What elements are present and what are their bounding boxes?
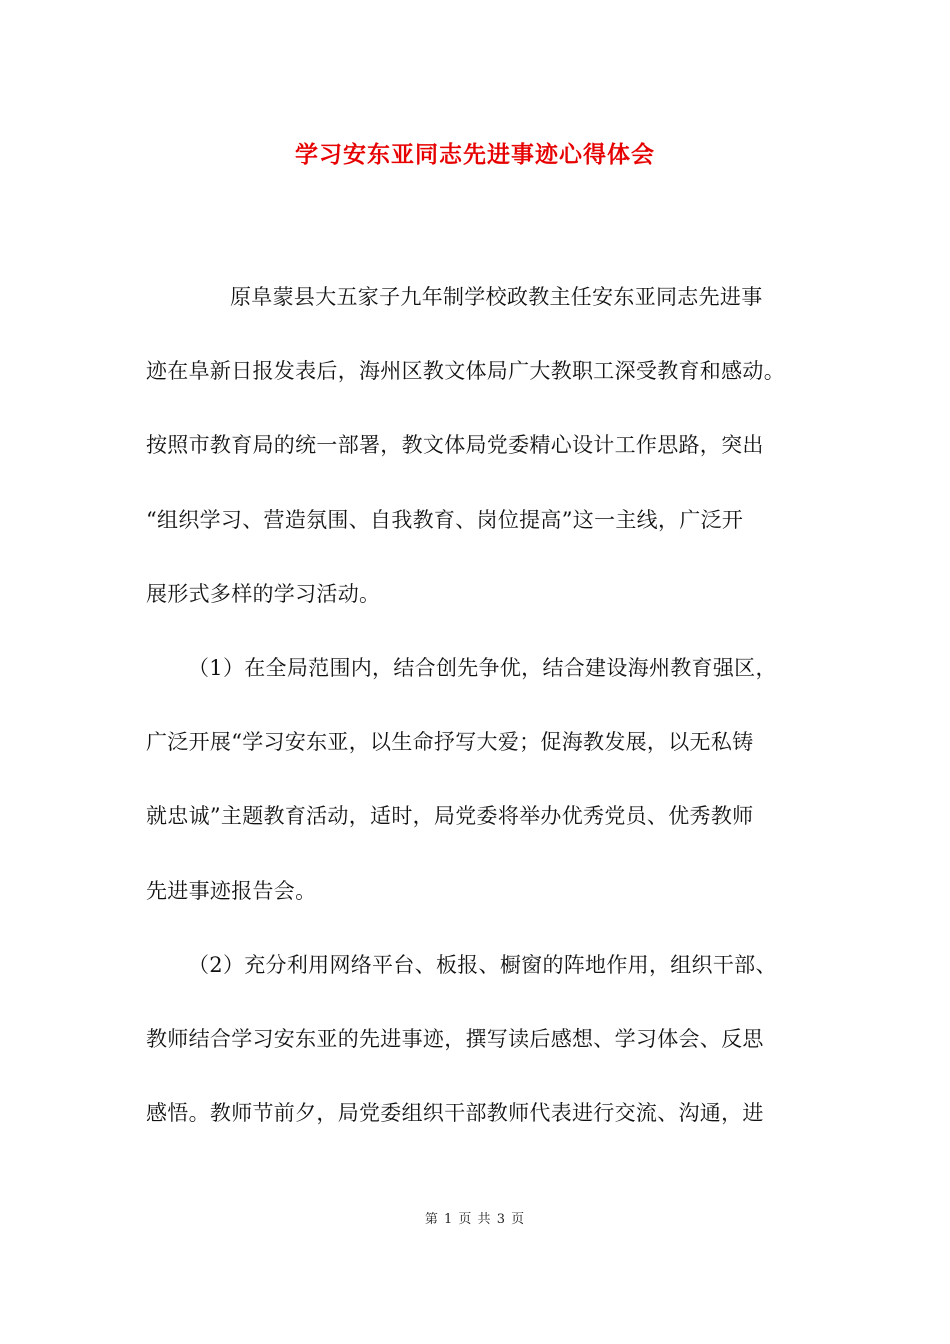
paragraph-line: 按照市教育局的统一部署，教文体局党委精心设计工作思路，突出 — [146, 433, 764, 458]
paragraph-line: 广泛开展“学习安东亚，以生命抒写大爱；促海教发展，以无私铸 — [146, 730, 754, 755]
paragraph-line: 迹在阜新日报发表后，海州区教文体局广大教职工深受教育和感动。 — [146, 359, 785, 384]
paragraph-line: （2）充分利用网络平台、板报、橱窗的阵地作用，组织干部、 — [188, 952, 777, 977]
paragraph-line: 就忠诚”主题教育活动，适时，局党委将举办优秀党员、优秀教师 — [146, 804, 754, 829]
paragraph-line: “组织学习、营造氛围、自我教育、岗位提高”这一主线，广泛开 — [146, 507, 744, 532]
paragraph-line: 先进事迹报告会。 — [146, 878, 317, 903]
paragraph-line: 原阜蒙县大五家子九年制学校政教主任安东亚同志先进事 — [230, 285, 763, 309]
document-title: 学习安东亚同志先进事迹心得体会 — [295, 141, 655, 168]
document-body — [146, 270, 818, 1160]
page-number: 第 1 页 共 3 页 — [424, 1212, 526, 1227]
paragraph-line: 展形式多样的学习活动。 — [146, 581, 381, 606]
paragraph-line: 教师结合学习安东亚的先进事迹，撰写读后感想、学习体会、反思 — [146, 1026, 764, 1051]
paragraph-line: （1）在全局范围内，结合创先争优，结合建设海州教育强区， — [188, 655, 777, 680]
paragraph-line: 感悟。教师节前夕，局党委组织干部教师代表进行交流、沟通，进 — [146, 1101, 764, 1126]
